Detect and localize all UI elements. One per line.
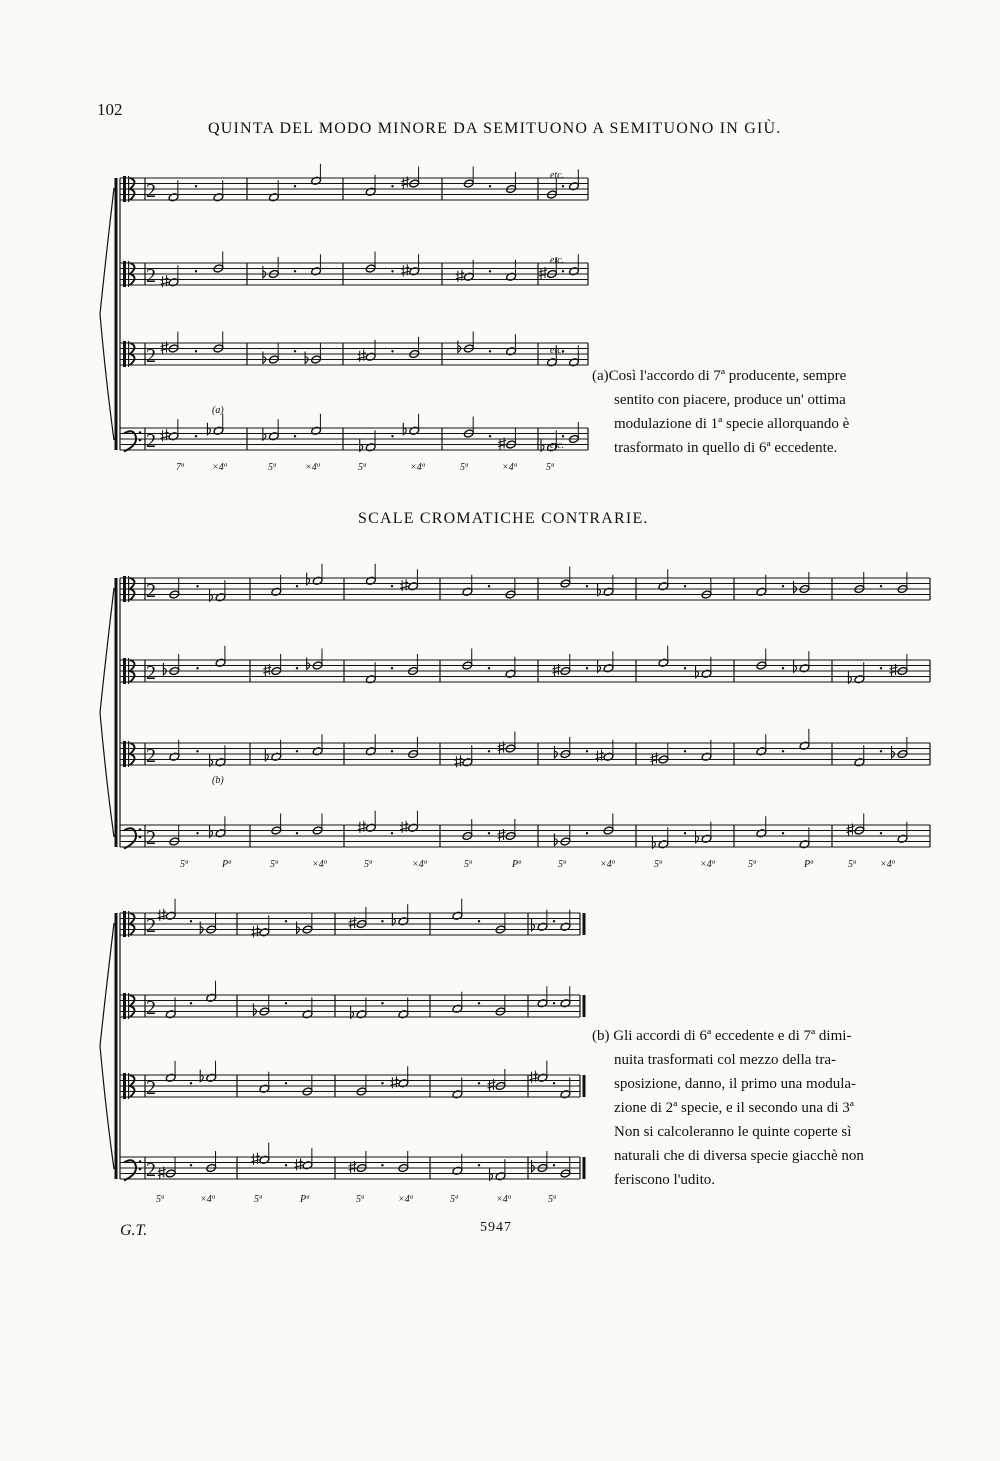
footnote-a-line-3: modulazione di 1ª specie allorquando è: [614, 416, 850, 432]
figured-bass-label: ×4ª: [502, 462, 517, 473]
figured-bass-label: Pª: [512, 859, 521, 870]
note-dot: [782, 585, 784, 587]
flat-sign-icon: [351, 1006, 354, 1018]
note-dot: [684, 750, 686, 752]
c-clef-icon: [123, 993, 126, 1019]
c-clef-icon: [123, 261, 126, 287]
note-dot: [294, 435, 296, 437]
figured-bass-system-3: [156, 1194, 557, 1205]
note-dot: [586, 832, 588, 834]
figured-bass-label: ×4ª: [600, 859, 615, 870]
note-dot: [478, 1002, 480, 1004]
f-clef-dot: [139, 828, 142, 831]
note-dot: [381, 1082, 383, 1084]
figured-bass-label: 5ª: [270, 859, 278, 870]
note-dot: [196, 585, 198, 587]
flat-sign-icon: [253, 1004, 256, 1016]
staff-etc-3: etc.: [550, 345, 565, 356]
figured-bass-label: ×4ª: [200, 1194, 215, 1205]
figured-bass-label: ×4ª: [412, 859, 427, 870]
note-dot: [195, 270, 197, 272]
figured-bass-label: ×4ª: [312, 859, 327, 870]
staves-system-1: [100, 176, 588, 452]
flat-sign-icon: [541, 439, 544, 451]
labels-system-1: [212, 170, 564, 451]
note-dot: [190, 920, 192, 922]
note-dot: [391, 350, 393, 352]
note-dot: [285, 1164, 287, 1166]
flat-sign-icon: [554, 834, 557, 846]
flat-sign-icon: [652, 836, 655, 848]
figured-bass-label: 5ª: [364, 859, 372, 870]
note-dot: [553, 920, 555, 922]
flat-sign-icon: [163, 663, 166, 675]
note-dot: [478, 920, 480, 922]
note-mark-b: (b): [212, 775, 224, 786]
note-mark-a: (a): [212, 405, 224, 416]
footnote-b-line-5: Non si calcoleranno le quinte coperte sì: [614, 1124, 852, 1140]
note-dot: [562, 185, 564, 187]
figured-bass-label: ×4ª: [700, 859, 715, 870]
footnote-a: [592, 364, 962, 460]
f-clef-dot: [139, 431, 142, 434]
c-clef-icon: [123, 911, 126, 937]
note-dot: [684, 667, 686, 669]
note-dot: [391, 667, 393, 669]
figured-bass-label: 5ª: [356, 1194, 364, 1205]
note-dot: [195, 350, 197, 352]
footnote-b-line-4: zione di 2ª specie, e il secondo una di 3ª: [614, 1100, 854, 1116]
footnote-b-line-6: naturali che di diversa specie giacchè non: [614, 1148, 864, 1164]
note-dot: [391, 832, 393, 834]
flat-sign-icon: [263, 352, 266, 364]
figured-bass-label: 5ª: [180, 859, 188, 870]
note-dot: [195, 185, 197, 187]
figured-bass-label: 5ª: [848, 859, 856, 870]
note-dot: [489, 185, 491, 187]
flat-sign-icon: [263, 266, 266, 278]
note-dot: [294, 185, 296, 187]
note-dot: [684, 585, 686, 587]
footnote-b-line-3: sposizione, danno, il primo una modula-: [614, 1076, 857, 1092]
note-dot: [296, 585, 298, 587]
footnote-a-line-1: [592, 364, 962, 388]
note-dot: [381, 1002, 383, 1004]
note-dot: [296, 667, 298, 669]
f-clef-dot: [139, 836, 142, 839]
note-dot: [285, 1082, 287, 1084]
note-dot: [196, 832, 198, 834]
note-dot: [190, 1002, 192, 1004]
flat-sign-icon: [598, 584, 601, 596]
flat-sign-icon: [532, 1160, 535, 1172]
time-signature: 2: [146, 1159, 156, 1181]
footer-plate-number: 5947: [480, 1220, 512, 1235]
figured-bass-label: Pª: [300, 1194, 309, 1205]
flat-sign-icon: [554, 746, 557, 758]
f-clef-icon: [124, 828, 136, 848]
note-dot: [488, 832, 490, 834]
note-dot: [478, 1164, 480, 1166]
flat-sign-icon: [392, 913, 395, 925]
note-dot: [880, 667, 882, 669]
flat-sign-icon: [297, 922, 300, 934]
note-dot: [285, 1002, 287, 1004]
staves-system-3: [100, 911, 584, 1181]
figured-bass-label: ×4ª: [398, 1194, 413, 1205]
figured-bass-label: 5ª: [358, 462, 366, 473]
note-dot: [488, 750, 490, 752]
figured-bass-label: 5ª: [558, 859, 566, 870]
footnote-b-line-1: [592, 1024, 962, 1048]
figured-bass-label: ×4ª: [305, 462, 320, 473]
note-dot: [391, 270, 393, 272]
figured-bass-label: 5ª: [748, 859, 756, 870]
notes-system-2: [163, 564, 908, 849]
footnote-b-line-7: feriscono l'udito.: [614, 1172, 716, 1188]
figured-bass-label: 5ª: [254, 1194, 262, 1205]
section-title-scale-cromatiche: SCALE CROMATICHE CONTRARIE.: [358, 510, 649, 527]
time-signature: 2: [146, 580, 156, 602]
f-clef-dot: [139, 1168, 142, 1171]
note-dot: [489, 435, 491, 437]
footnote-b-line-2: nuita trasformati col mezzo della tra-: [614, 1052, 836, 1068]
flat-sign-icon: [210, 589, 213, 601]
staff-etc-4: etc.: [550, 440, 565, 451]
flat-sign-icon: [696, 666, 699, 678]
note-dot: [880, 750, 882, 752]
footnote-b-text-1: Gli accordi di 6ª eccedente e di 7ª dimi-: [613, 1028, 852, 1044]
time-signature: 2: [146, 1077, 156, 1099]
note-dot: [294, 350, 296, 352]
figured-bass-label: 5ª: [156, 1194, 164, 1205]
labels-system-2: [212, 775, 224, 786]
note-dot: [782, 832, 784, 834]
note-dot: [562, 435, 564, 437]
figured-bass-label: 5ª: [268, 462, 276, 473]
footnote-b: [592, 1024, 962, 1192]
flat-sign-icon: [403, 423, 406, 435]
time-signature: 2: [146, 662, 156, 684]
note-dot: [553, 1002, 555, 1004]
staff-etc-2: etc.: [550, 255, 565, 266]
flat-sign-icon: [696, 831, 699, 843]
note-dot: [381, 1164, 383, 1166]
figured-bass-label: Pª: [222, 859, 231, 870]
figured-bass-system-1: [176, 462, 555, 473]
flat-sign-icon: [200, 922, 203, 934]
page-number: 102: [97, 100, 123, 119]
figured-bass-label: ×4ª: [496, 1194, 511, 1205]
footnote-b-mark: (b): [592, 1028, 610, 1044]
note-dot: [190, 1164, 192, 1166]
flat-sign-icon: [458, 341, 461, 353]
figured-bass-label: ×4ª: [212, 462, 227, 473]
brace-icon: [100, 188, 114, 440]
note-dot: [489, 270, 491, 272]
flat-sign-icon: [207, 423, 210, 435]
time-signature: 2: [146, 827, 156, 849]
note-dot: [190, 1082, 192, 1084]
note-dot: [782, 667, 784, 669]
note-dot: [586, 585, 588, 587]
flat-sign-icon: [307, 658, 310, 670]
flat-sign-icon: [598, 660, 601, 672]
note-dot: [880, 832, 882, 834]
c-clef-icon: [123, 658, 126, 684]
footnote-a-text-1: Così l'accordo di 7ª producente, sempre: [608, 368, 847, 384]
music-system-scale-2: [0, 895, 600, 1215]
figured-bass-system-2: [180, 859, 896, 870]
flat-sign-icon: [794, 660, 797, 672]
note-dot: [296, 750, 298, 752]
flat-sign-icon: [794, 581, 797, 593]
music-system-scale-1: [0, 560, 950, 880]
note-dot: [294, 270, 296, 272]
note-dot: [196, 667, 198, 669]
note-dot: [782, 750, 784, 752]
figured-bass-label: 7ª: [176, 462, 184, 473]
note-dot: [196, 750, 198, 752]
time-signature: 2: [146, 997, 156, 1019]
c-clef-icon: [123, 576, 126, 602]
flat-sign-icon: [848, 671, 851, 683]
flat-sign-icon: [532, 919, 535, 931]
flat-sign-icon: [210, 754, 213, 766]
flat-sign-icon: [200, 1070, 203, 1082]
f-clef-dot: [139, 439, 142, 442]
footnote-a-line-4: trasformato in quello di 6ª eccedente.: [614, 440, 838, 456]
brace-icon: [100, 923, 114, 1169]
figured-bass-label: ×4ª: [410, 462, 425, 473]
note-dot: [391, 750, 393, 752]
time-signature: 2: [146, 345, 156, 367]
flat-sign-icon: [305, 352, 308, 364]
time-signature: 2: [146, 180, 156, 202]
note-dot: [391, 185, 393, 187]
time-signature: 2: [146, 430, 156, 452]
figured-bass-label: 5ª: [654, 859, 662, 870]
note-dot: [381, 920, 383, 922]
note-dot: [489, 350, 491, 352]
footer-initials: G.T.: [120, 1222, 148, 1239]
c-clef-icon: [123, 741, 126, 767]
note-dot: [586, 750, 588, 752]
note-dot: [478, 1082, 480, 1084]
notes-system-3: [158, 899, 571, 1181]
flat-sign-icon: [265, 749, 268, 761]
flat-sign-icon: [892, 746, 895, 758]
note-dot: [684, 832, 686, 834]
note-dot: [562, 270, 564, 272]
flat-sign-icon: [360, 439, 363, 451]
c-clef-icon: [123, 176, 126, 202]
f-clef-icon: [124, 431, 136, 451]
flat-sign-icon: [210, 825, 213, 837]
note-dot: [296, 832, 298, 834]
note-dot: [195, 435, 197, 437]
figured-bass-label: 5ª: [464, 859, 472, 870]
section-title-quinta: QUINTA DEL MODO MINORE DA SEMITUONO A SEMITUONO IN GIÙ.: [208, 120, 782, 137]
flat-sign-icon: [307, 573, 310, 585]
note-dot: [285, 920, 287, 922]
note-dot: [391, 435, 393, 437]
staff-etc-1: etc.: [550, 170, 565, 181]
footnote-a-line-2: sentito con piacere, produce un' ottima: [614, 392, 846, 408]
time-signature: 2: [146, 265, 156, 287]
note-dot: [391, 585, 393, 587]
figured-bass-label: Pª: [804, 859, 813, 870]
time-signature: 2: [146, 745, 156, 767]
figured-bass-label: ×4ª: [880, 859, 895, 870]
note-dot: [488, 667, 490, 669]
music-system-quinta: [0, 160, 600, 480]
brace-icon: [100, 588, 114, 837]
note-dot: [488, 585, 490, 587]
figured-bass-label: 5ª: [450, 1194, 458, 1205]
figured-bass-label: 5ª: [546, 462, 554, 473]
c-clef-icon: [123, 1073, 126, 1099]
note-dot: [553, 1164, 555, 1166]
f-clef-icon: [124, 1160, 136, 1180]
f-clef-dot: [139, 1160, 142, 1163]
note-dot: [553, 1082, 555, 1084]
flat-sign-icon: [490, 1168, 493, 1180]
flat-sign-icon: [263, 428, 266, 440]
note-dot: [880, 585, 882, 587]
c-clef-icon: [123, 341, 126, 367]
footnote-a-mark: (a): [592, 368, 609, 384]
staves-system-2: [100, 576, 930, 849]
figured-bass-label: 5ª: [548, 1194, 556, 1205]
time-signature: 2: [146, 915, 156, 937]
figured-bass-label: 5ª: [460, 462, 468, 473]
note-dot: [586, 667, 588, 669]
